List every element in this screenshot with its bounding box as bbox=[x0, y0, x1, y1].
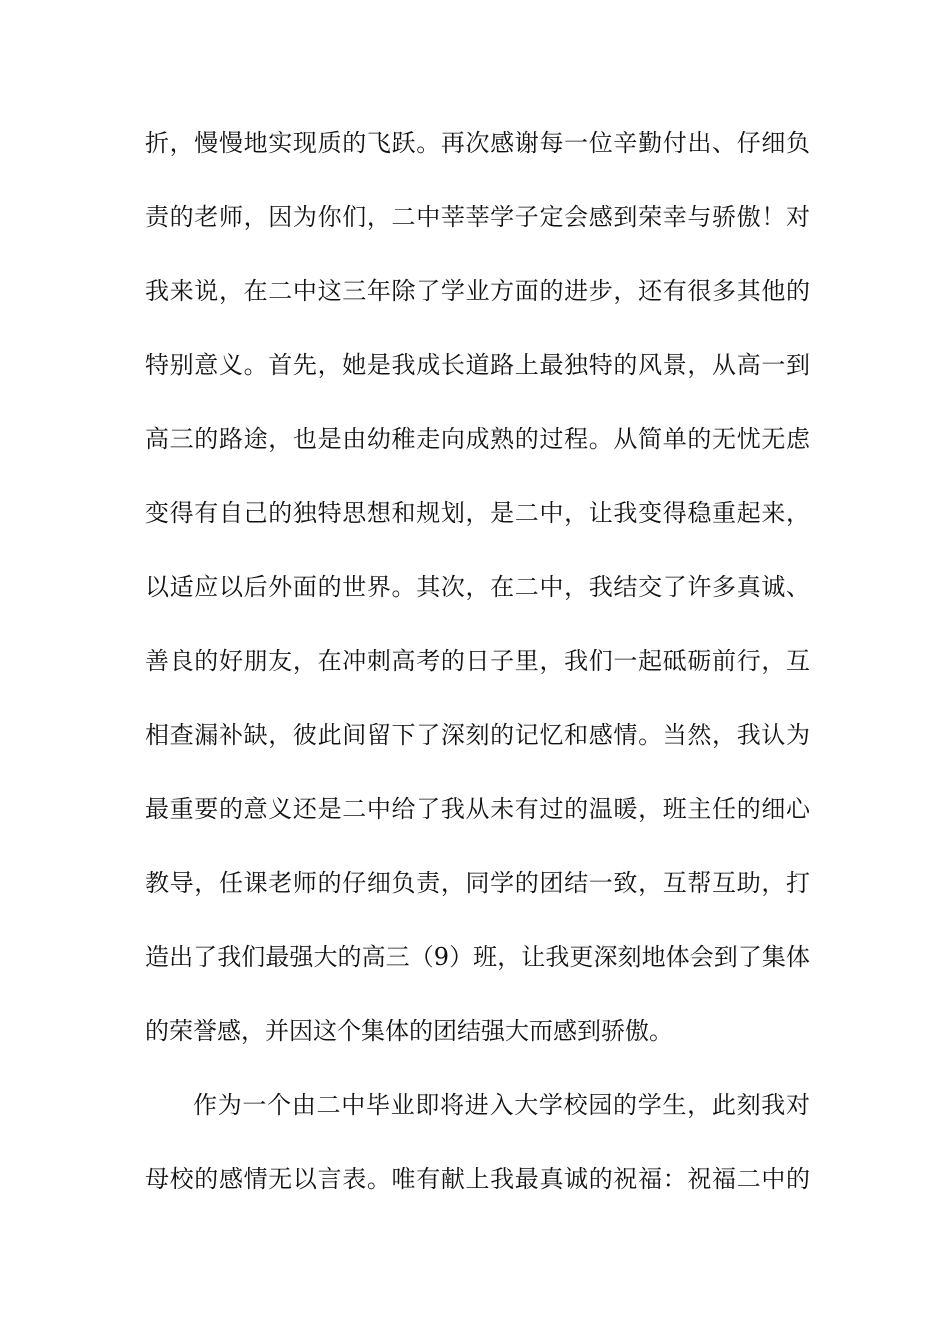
text-line: 造出了我们最强大的高三（9）班，让我更深刻地体会到了集体 bbox=[145, 943, 810, 971]
text-line: 折，慢慢地实现质的飞跃。再次感谢每一位辛勤付出、仔细负 bbox=[145, 129, 810, 157]
document-body bbox=[145, 126, 810, 1236]
paragraph-2 bbox=[145, 1088, 810, 1196]
text-line: 母校的感情无以言表。唯有献上我最真诚的祝福：祝福二中的 bbox=[145, 1165, 810, 1193]
text-line: 的荣誉感，并因这个集体的团结强大而感到骄傲。 bbox=[145, 1017, 673, 1045]
text-line: 变得有自己的独特思想和规划，是二中，让我变得稳重起来， bbox=[145, 499, 810, 527]
text-line: 作为一个由二中毕业即将进入大学校园的学生，此刻我对 bbox=[193, 1091, 810, 1119]
text-line: 以适应以后外面的世界。其次，在二中，我结交了许多真诚、 bbox=[145, 573, 810, 601]
text-line: 教导，任课老师的仔细负责，同学的团结一致，互帮互助，打 bbox=[145, 869, 810, 897]
text-line: 特别意义。首先，她是我成长道路上最独特的风景，从高一到 bbox=[145, 351, 810, 379]
text-line: 责的老师，因为你们，二中莘莘学子定会感到荣幸与骄傲！对 bbox=[145, 203, 810, 231]
paragraph-1 bbox=[145, 126, 810, 1048]
text-line: 相查漏补缺，彼此间留下了深刻的记忆和感情。当然，我认为 bbox=[145, 721, 810, 749]
text-line: 善良的好朋友，在冲刺高考的日子里，我们一起砥砺前行，互 bbox=[145, 647, 810, 675]
text-line: 最重要的意义还是二中给了我从未有过的温暖，班主任的细心 bbox=[145, 795, 810, 823]
text-line: 高三的路途，也是由幼稚走向成熟的过程。从简单的无忧无虑 bbox=[145, 425, 810, 453]
text-line: 我来说，在二中这三年除了学业方面的进步，还有很多其他的 bbox=[145, 277, 810, 305]
